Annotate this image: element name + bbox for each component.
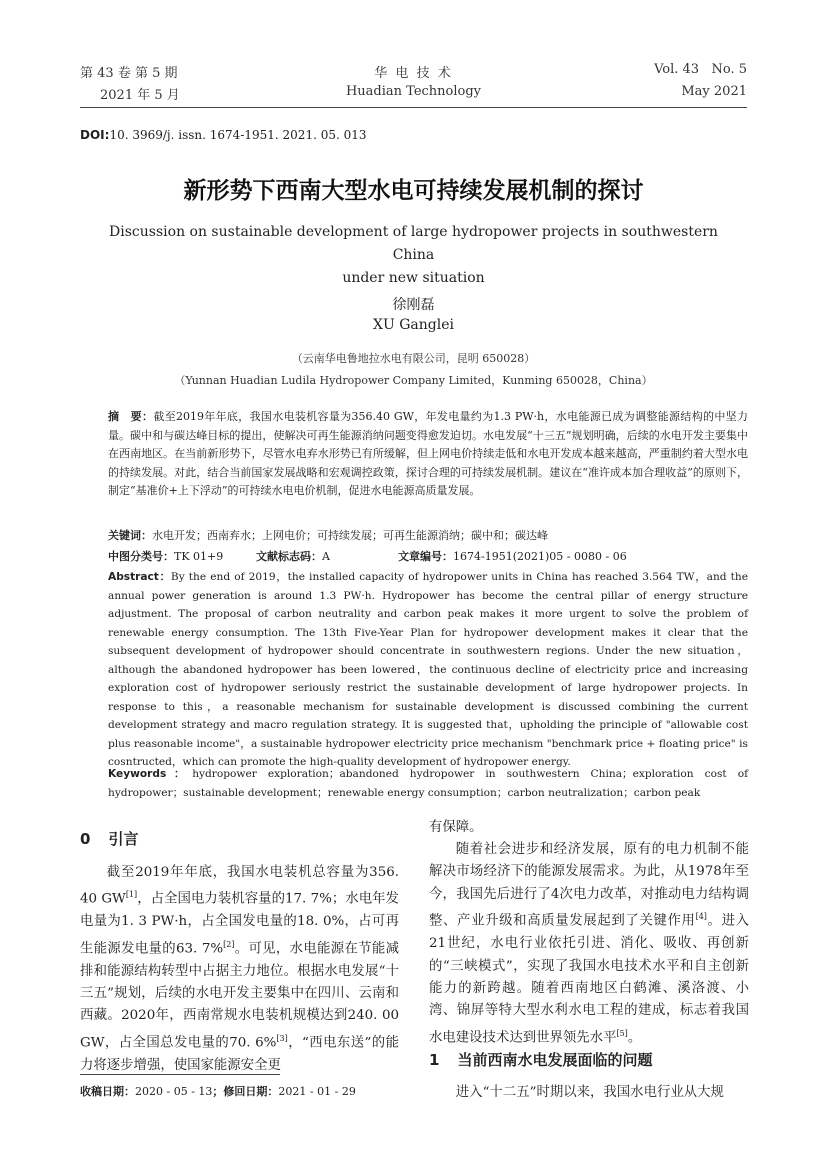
section-0-title: 引言 xyxy=(108,830,139,848)
left-text-b: ，占全国电力装机容量的17. 7%；水电年发电量为1. 3 PW·h，占全国发电量的18. 0%，占可再生能源发电量的63. 7% xyxy=(80,891,399,957)
affiliation-cn: （云南华电鲁地拉水电有限公司，昆明 650028） xyxy=(291,352,536,365)
keywords-cn-label: 关键词： xyxy=(108,529,152,542)
header-date-en: May 2021 xyxy=(681,84,747,99)
abstract-cn-text: 截至2019年年底，我国水电装机容量为356.40 GW，年发电量约为1.3 PW·h，水电能源已成为调整能源结构的中坚力量。碳中和与碳达峰目标的提出，使解决可再生能源消纳问题变得愈发迫切。水电发展“十三五”规划明确，后续的水电开发主要集中在西南地区。在当前新形势下，尽管水电弃水形势已有所缓解，但上网电价持续走低和水电开发成本越来越高，严重制约着大型水电的持续发展。对此，结合当前国家发展战略和宏观调控政策，探讨合理的可持续发展机制。建议在“准许成本加合理收益”的原则下，制定“基准价+上下浮动”的可持续水电电价机制，促进水电能源高质量发展。 xyxy=(108,410,748,497)
revised-label: ；修回日期： xyxy=(212,1085,279,1098)
keywords-en xyxy=(108,765,748,802)
keywords-en-text: hydropower exploration；abandoned hydropower in southwestern China；exploration cost of hydropower；sustainable development；renewable energy consumption；carbon neutralization；carbon peak xyxy=(108,768,748,799)
abstract-en-text: By the end of 2019，the installed capacity of hydropower units in China has reached 3.564 TW，and the annual power generation is around 1.3 PW·h. Hydropower has become the central pillar of energy structure adjustment. The proposal of carbon neutrality and carbon peak makes it more urgent to solve the problem of renewable energy consumption. The 13th Five-Year Plan for hydropower development makes it clear that the subsequent development of hydropower should concentrate in southwestern regions. Under the new situation，although the abandoned hydropower has been lowered，the continuous decline of electricity price and increasing exploration cost of hydropower seriously restrict the sustainable development of large hydropower projects. In response to this，a reasonable mechanism for sustainable development is discussed combining the current development strategy and macro regulation strategy. It is suggested that，upholding the principle of "allowable cost plus reasonable income"，a sustainable hydropower electricity price mechanism "benchmark price + floating price" is cosntructed，which can promote the high-quality development of hydropower energy. xyxy=(108,571,748,768)
doc-label: 文献标志码： xyxy=(256,550,322,563)
header-rule xyxy=(80,107,747,108)
section-1-heading xyxy=(429,1049,652,1070)
author-cn: 徐刚磊 xyxy=(392,297,435,313)
author-en: XU Ganglei xyxy=(373,317,454,333)
article-value: 1674-1951(2021)05 - 0080 - 06 xyxy=(453,550,627,563)
paper-title-en xyxy=(100,221,727,290)
header-volume-cn: 第 43 卷 第 5 期 xyxy=(80,66,178,81)
clc-label: 中图分类号： xyxy=(108,550,174,563)
footnote-rule xyxy=(80,1074,280,1075)
citation-1: [1] xyxy=(125,890,138,900)
section-1-number: 1 xyxy=(429,1051,440,1069)
section-0-number: 0 xyxy=(80,830,91,848)
right-column-paragraph xyxy=(429,839,749,1050)
citation-3: [3] xyxy=(276,1033,288,1043)
right-column-continuation: 有保障。 xyxy=(429,820,483,835)
left-text-c: 。可见，水电能源在节能减排和能源结构转型中占据主力地位。根据水电发展“十三五”规划，后续的水电开发主要集中在四川、云南和西藏。2020年，西南常规水电装机规模达到240. 00 GW，占全国总发电量的70. 6% xyxy=(80,941,400,1051)
doi-label: DOI: xyxy=(80,128,110,142)
paper-title-en-line2: under new situation xyxy=(342,270,485,286)
keywords-cn-text: 水电开发；西南弃水；上网电价；可持续发展；可再生能源消纳；碳中和；碳达峰 xyxy=(152,529,548,542)
abstract-en xyxy=(108,568,748,772)
abstract-cn xyxy=(108,408,748,501)
section-0-heading xyxy=(80,828,138,849)
left-text-a: 截至2019年年底，我国水电装机总容量为356. 40 GW xyxy=(80,865,399,907)
doi-line xyxy=(80,128,367,142)
right-text-b: 。进入21世纪，水电行业依托引进、消化、吸收、再创新的“三峡模式”，实现了我国水电技术水平和自主创新能力的新跨越。随着西南地区白鹤滩、溪洛渡、小湾、锦屏等特大型水利水电工程的建成，标志着我国水电建设技术达到世界领先水平 xyxy=(429,913,750,1046)
header-volume-en: Vol. 43 No. 5 xyxy=(654,62,747,77)
article-number xyxy=(398,548,627,564)
footnote-dates xyxy=(80,1083,356,1099)
clc-value: TK 01+9 xyxy=(174,550,224,563)
left-column-paragraph xyxy=(80,862,399,1077)
keywords-en-label: Keywords： xyxy=(108,768,193,780)
right-text-c: 。 xyxy=(627,1030,642,1046)
revised-date: 2021 - 01 - 29 xyxy=(278,1085,356,1098)
abstract-en-label: Abstract： xyxy=(108,571,171,583)
header-journal-cn: 华 电 技 术 xyxy=(374,66,453,81)
citation-5: [5] xyxy=(616,1028,628,1038)
header-journal-en: Huadian Technology xyxy=(345,84,482,99)
paper-title-en-line1: Discussion on sustainable development of large hydropower projects in southwestern China xyxy=(109,224,718,263)
keywords-cn xyxy=(108,527,748,546)
affiliation-en: （Yunnan Huadian Ludila Hydropower Company Limited，Kunming 650028，China） xyxy=(174,374,653,387)
received-label: 收稿日期： xyxy=(80,1085,135,1098)
article-label: 文章编号： xyxy=(398,550,453,563)
received-date: 2020 - 05 - 13 xyxy=(135,1085,213,1098)
citation-2: [2] xyxy=(223,939,235,949)
doc-value: A xyxy=(322,550,330,563)
clc-code xyxy=(108,548,223,564)
section-1-title: 当前西南水电发展面临的问题 xyxy=(457,1051,653,1069)
doi-value: 10. 3969/j. issn. 1674-1951. 2021. 05. 013 xyxy=(109,128,367,142)
header-date-cn: 2021 年 5 月 xyxy=(100,88,180,103)
right-column-last-line: 进入“十二五”时期以来，我国水电行业从大规 xyxy=(455,1085,724,1100)
abstract-cn-label: 摘 要： xyxy=(108,410,154,423)
right-text-a: 随着社会进步和经济发展，原有的电力机制不能解决市场经济下的能源发展需求。为此，从1978年至今，我国先后进行了4次电力改革，对推动电力结构调整、产业升级和高质量发展起到了关键作用 xyxy=(429,842,749,929)
paper-title-cn: 新形势下西南大型水电可持续发展机制的探讨 xyxy=(183,178,644,204)
citation-4: [4] xyxy=(695,912,707,922)
document-code xyxy=(256,548,330,564)
left-text-d: ，“西电东送”的能力将逐步增强，使国家能源安全更 xyxy=(80,1035,399,1073)
